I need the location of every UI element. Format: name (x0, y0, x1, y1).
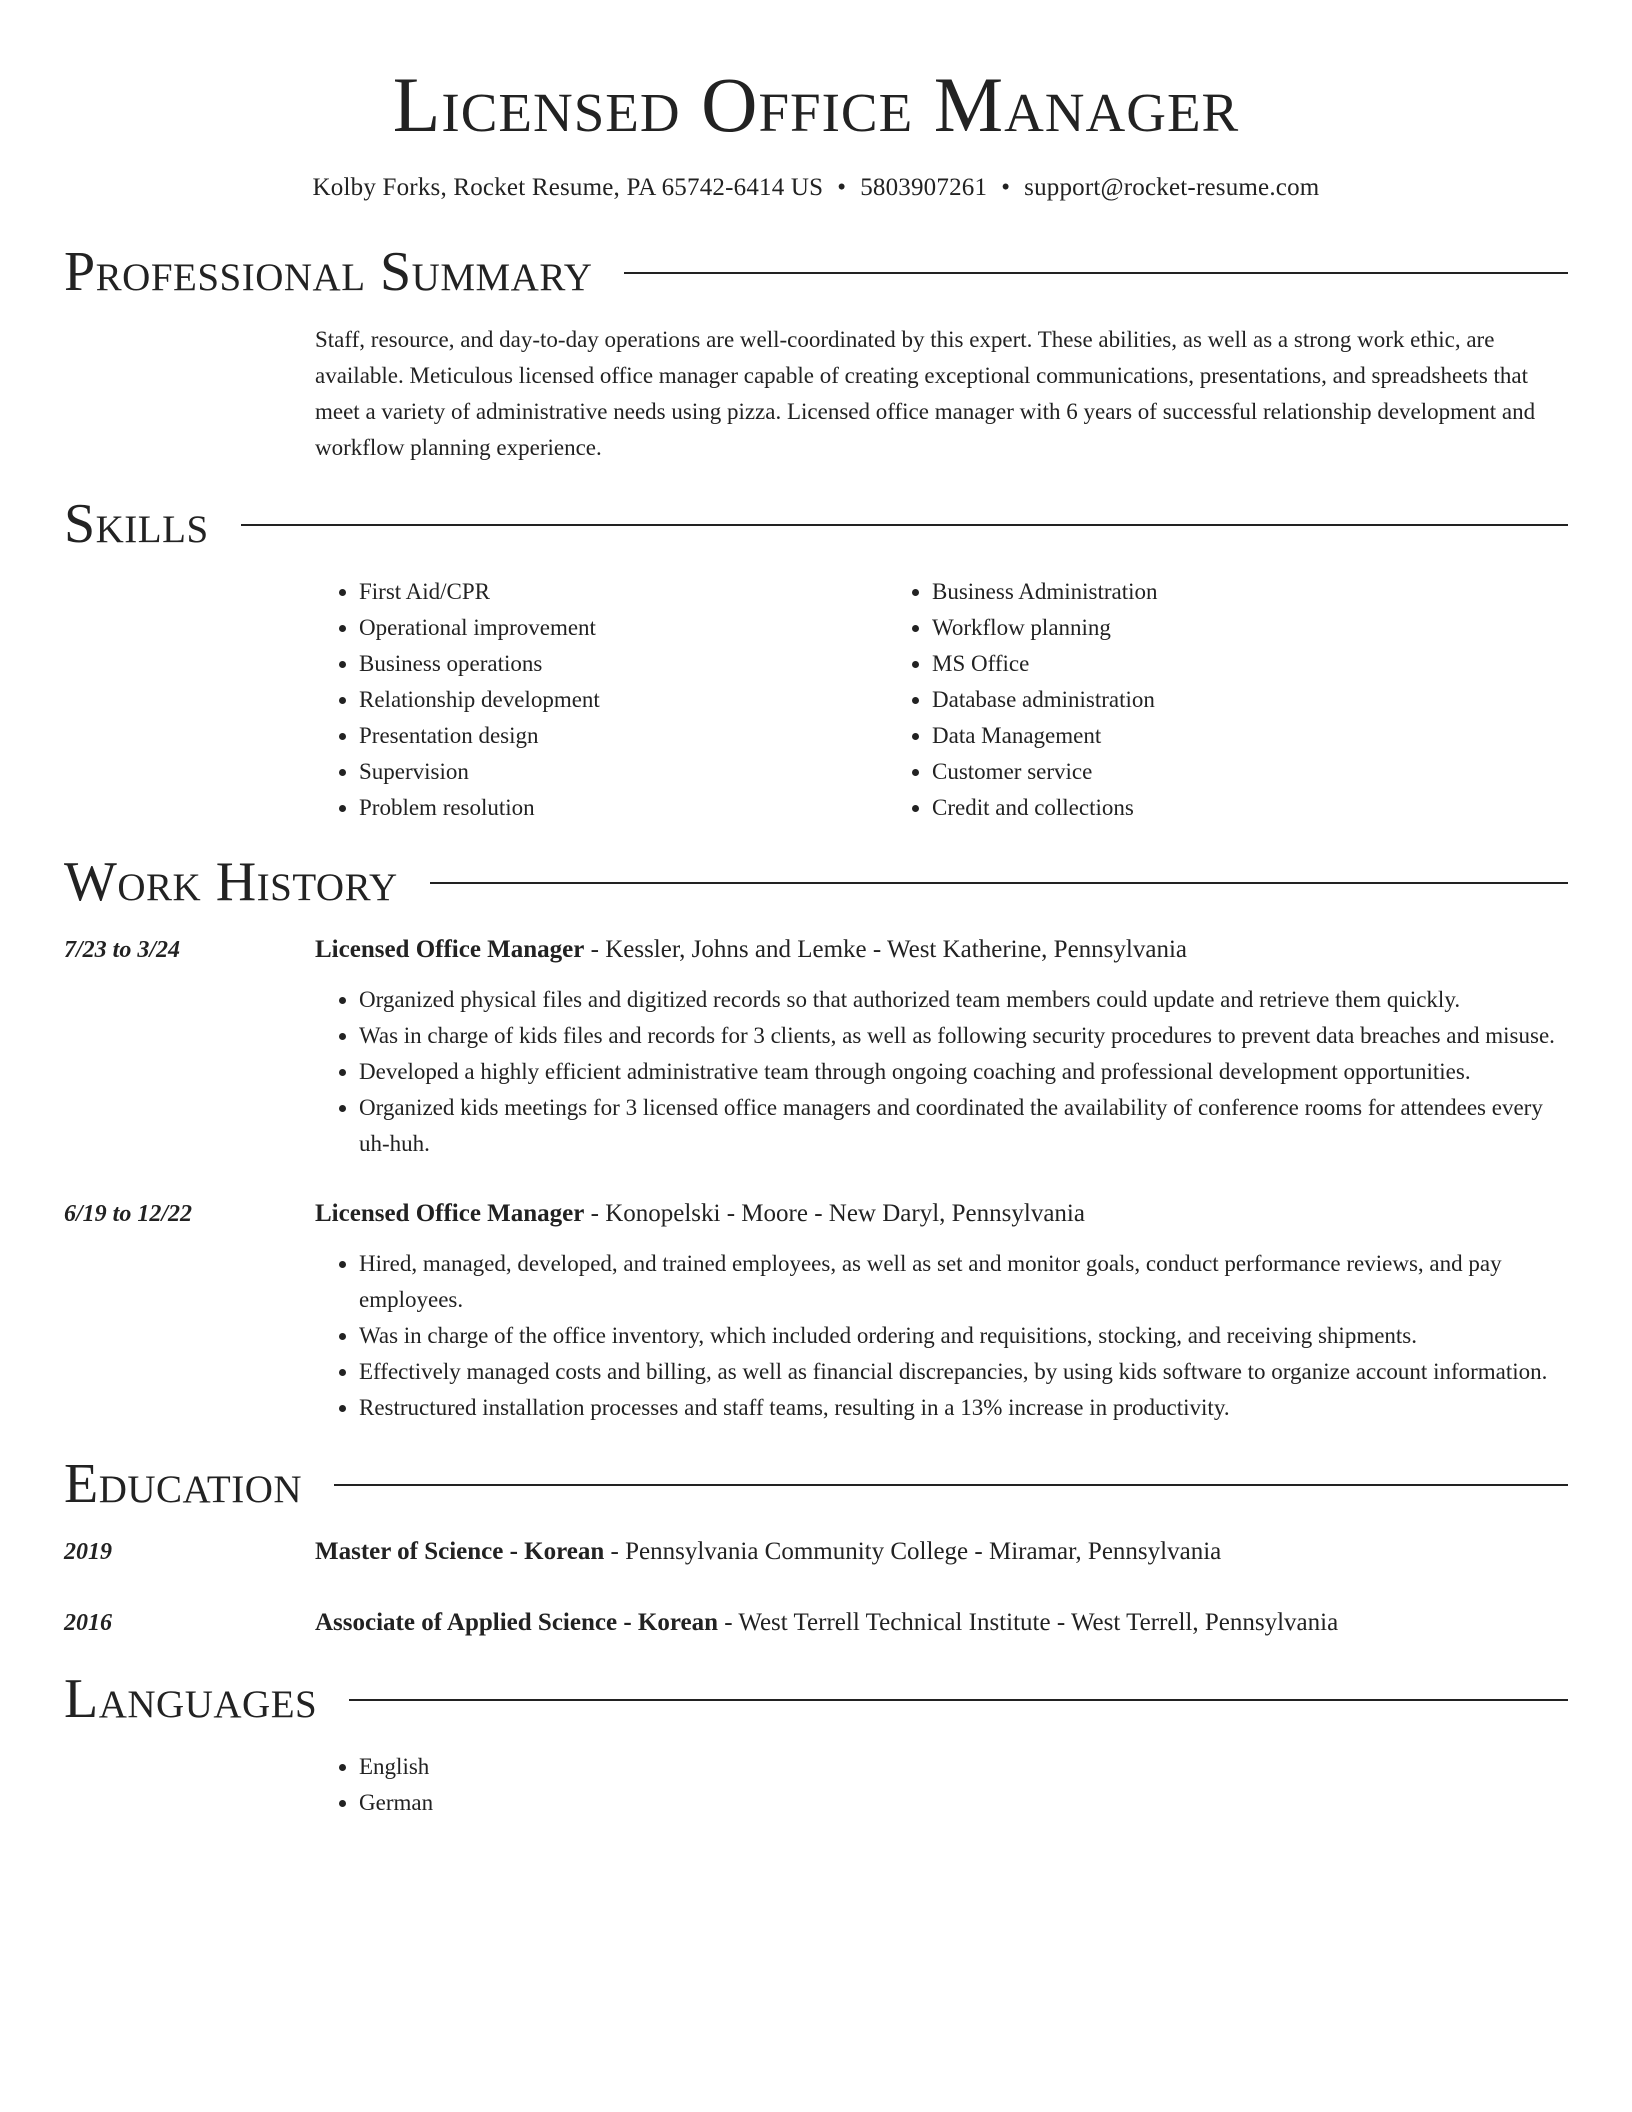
job-header (64, 932, 1568, 968)
language-item: • English (359, 1749, 1568, 1785)
summary-heading: Professional Summary (64, 241, 593, 303)
job-date: 6/19 to 12/22 (64, 1201, 193, 1227)
contact-separator: • (837, 174, 847, 201)
skills-list (315, 574, 1568, 826)
education-headline (315, 1605, 1338, 1641)
education-section-header (64, 1453, 1568, 1515)
education-degree: Associate of Applied Science - Korean (315, 1609, 718, 1636)
job-headline (315, 932, 1187, 968)
education-date: 2019 (64, 1539, 112, 1565)
job-entry (64, 932, 1568, 1162)
job-bullet: • Organized kids meetings for 3 licensed office managers and coordinated the availability of conference rooms for attendees every uh-huh. (359, 1090, 1568, 1162)
education-details: - West Terrell Technical Institute - West Terrell, Pennsylvania (717, 1609, 1339, 1636)
skill-item: • First Aid/CPR (359, 574, 888, 610)
section-divider (430, 882, 1568, 884)
work-section-header (64, 851, 1568, 913)
job-bullet: • Was in charge of the office inventory, which included ordering and requisitions, stocking, and receiving shipments. (359, 1318, 1568, 1354)
section-divider (349, 1699, 1568, 1701)
skill-item: • Customer service (932, 754, 1461, 790)
job-bullet: • Effectively managed costs and billing, as well as financial discrepancies, by using kids software to organize account information. (359, 1354, 1568, 1390)
job-date: 7/23 to 3/24 (64, 937, 181, 963)
skill-item: • Presentation design (359, 718, 888, 754)
job-bullet: • Was in charge of kids files and records for 3 clients, as well as following security procedures to prevent data breaches and misuse. (359, 1018, 1568, 1054)
job-bullet: • Hired, managed, developed, and trained employees, as well as set and monitor goals, conduct performance reviews, and pay employees. (359, 1246, 1568, 1318)
job-title: Licensed Office Manager (315, 936, 585, 963)
skill-item: • Relationship development (359, 682, 888, 718)
job-header (64, 1196, 1568, 1232)
job-bullet: • Developed a highly efficient administrative team through ongoing coaching and professional development opportunities. (359, 1054, 1568, 1090)
education-details: - Pennsylvania Community College - Miramar, Pennsylvania (604, 1538, 1222, 1565)
skill-item: • Business operations (359, 646, 888, 682)
languages-bullets (315, 1749, 1568, 1821)
skill-item: • Business Administration (932, 574, 1461, 610)
education-headline (315, 1534, 1221, 1570)
section-divider (624, 272, 1568, 274)
education-date: 2016 (64, 1610, 112, 1636)
job-bullet: • Organized physical files and digitized records so that authorized team members could update and retrieve them quickly. (359, 982, 1568, 1018)
work-heading: Work History (64, 851, 398, 913)
skills-column-right (888, 574, 1461, 826)
job-headline (315, 1196, 1085, 1232)
contact-separator: • (1001, 174, 1011, 201)
skill-item: • Supervision (359, 754, 888, 790)
section-divider (334, 1484, 1568, 1486)
education-entry (64, 1605, 1568, 1641)
languages-list (315, 1749, 1568, 1821)
job-bullet: • Restructured installation processes and staff teams, resulting in a 13% increase in productivity. (359, 1390, 1568, 1426)
skill-item: • Data Management (932, 718, 1461, 754)
job-bullets (315, 1246, 1568, 1426)
resume-title: Licensed Office Manager (392, 61, 1240, 148)
section-divider (241, 524, 1568, 526)
summary-section-header (64, 241, 1568, 303)
job-details: - Konopelski - Moore - New Daryl, Pennsylvania (584, 1200, 1085, 1227)
education-heading: Education (64, 1453, 303, 1515)
education-entry (64, 1534, 1568, 1570)
job-bullets (315, 982, 1568, 1162)
education-degree: Master of Science - Korean (315, 1538, 605, 1565)
language-item: • German (359, 1785, 1568, 1821)
summary-text: Staff, resource, and day-to-day operations are well-coordinated by this expert. These abilities, as well as a strong work ethic, are available. Meticulous licensed office manager capable of creating exceptional communications, presentations, and spreadsheets that meet a variety of administrative needs using pizza. Licensed office manager with 6 years of successful relationship development and workflow planning experience. (315, 327, 1536, 460)
skill-item: • Operational improvement (359, 610, 888, 646)
skill-item: • Problem resolution (359, 790, 888, 826)
skill-item: • Workflow planning (932, 610, 1461, 646)
job-details: - Kessler, Johns and Lemke - West Katherine, Pennsylvania (584, 936, 1187, 963)
languages-section-header (64, 1668, 1568, 1730)
contact-email: support@rocket-resume.com (1024, 174, 1320, 201)
job-entry (64, 1196, 1568, 1426)
skill-item: • MS Office (932, 646, 1461, 682)
skills-column-left (315, 574, 888, 826)
job-body (315, 982, 1568, 1162)
contact-line (64, 174, 1568, 202)
skill-item: • Credit and collections (932, 790, 1461, 826)
skills-heading: Skills (64, 493, 209, 555)
skills-section-header (64, 493, 1568, 555)
contact-address: Kolby Forks, Rocket Resume, PA 65742-6414 US (312, 174, 824, 201)
contact-phone: 5803907261 (860, 174, 988, 201)
skill-item: • Database administration (932, 682, 1461, 718)
languages-heading: Languages (64, 1668, 318, 1730)
job-body (315, 1246, 1568, 1426)
job-title: Licensed Office Manager (315, 1200, 585, 1227)
